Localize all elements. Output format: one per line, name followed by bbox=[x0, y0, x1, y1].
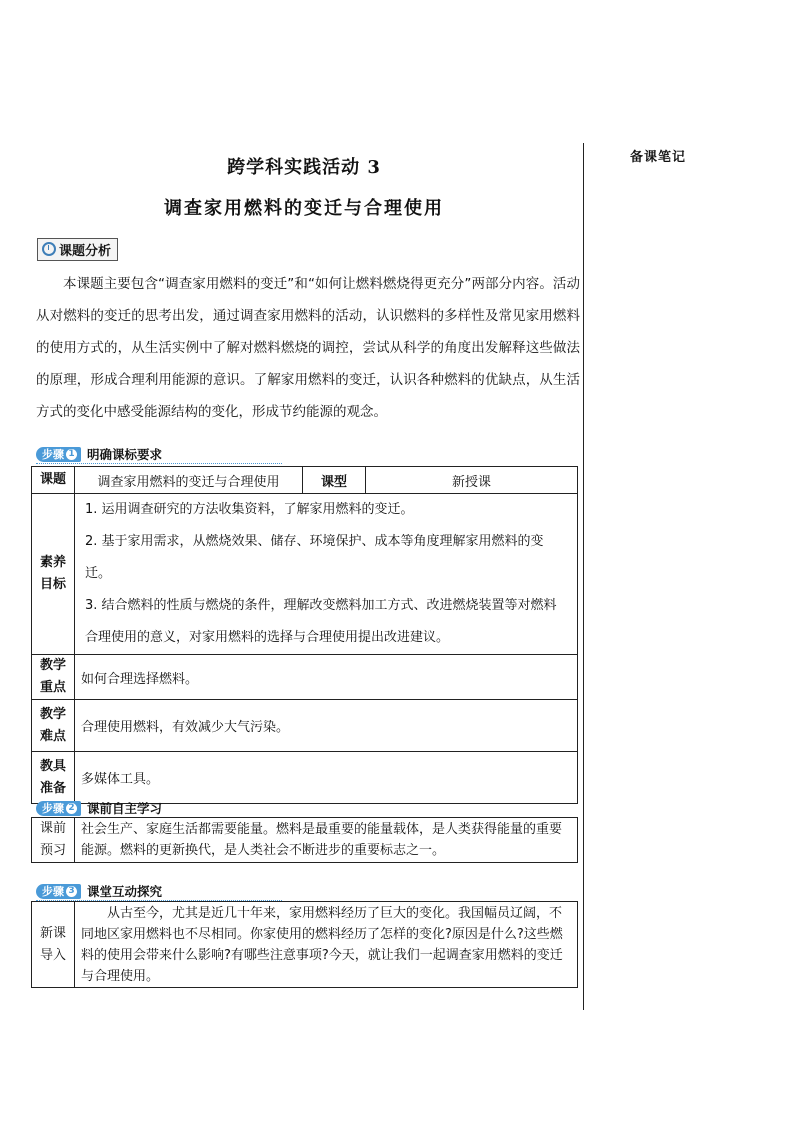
intro-label bbox=[32, 902, 75, 988]
difficulty-value: 合理使用燃料，有效减少大气污染。 bbox=[75, 700, 578, 752]
preview-label-line1: 课前 bbox=[39, 821, 66, 836]
topic-value: 调查家用燃料的变迁与合理使用 bbox=[75, 467, 303, 494]
goals-label-line2: 目标 bbox=[39, 577, 66, 592]
page-subtitle: 调查家用燃料的变迁与合理使用 bbox=[164, 198, 444, 219]
key-point-row bbox=[32, 655, 578, 700]
step2-table bbox=[31, 817, 578, 863]
type-value: 新授课 bbox=[366, 467, 578, 494]
key-point-label bbox=[32, 655, 75, 700]
preview-label-line2: 预习 bbox=[39, 843, 66, 858]
tools-value: 多媒体工具。 bbox=[75, 752, 578, 804]
analysis-heading bbox=[37, 238, 118, 260]
goal-item: 2. 基于家用需求，从燃烧效果、储存、环境保护、成本等角度理解家用燃料的变迁。 bbox=[85, 534, 544, 581]
notes-column-divider bbox=[583, 143, 584, 1010]
topic-label: 课题 bbox=[32, 467, 75, 494]
goals-row bbox=[32, 494, 578, 655]
intro-text: 从古至今，尤其是近几十年来，家用燃料经历了巨大的变化。我国幅员辽阔，不同地区家用燃料也不尽相同。你家使用的燃料经历了怎样的变化?原因是什么?这些燃料的使用会带来什么影响?有哪些注意事项?今天，就让我们一起调查家用燃料的变迁与合理使用。 bbox=[75, 902, 578, 988]
tools-label-line2: 准备 bbox=[39, 780, 66, 796]
difficulty-label-line1: 教学 bbox=[39, 706, 66, 722]
tools-label-line1: 教具 bbox=[39, 758, 66, 774]
page-title: 跨学科实践活动 3 bbox=[227, 157, 381, 178]
analysis-badge bbox=[37, 238, 118, 261]
key-point-value: 如何合理选择燃料。 bbox=[75, 655, 578, 700]
analysis-paragraph bbox=[36, 268, 580, 428]
key-point-label-line2: 重点 bbox=[39, 680, 66, 695]
intro-row bbox=[32, 902, 578, 988]
goal-item: 1. 运用调查研究的方法收集资料，了解家用燃料的变迁。 bbox=[85, 502, 414, 517]
preview-row bbox=[32, 818, 578, 863]
analysis-text: 本课题主要包含“调查家用燃料的变迁”和“如何让燃料燃烧得更充分”两部分内容。活动从对燃料的变迁的思考出发，通过调查家用燃料的活动，认识燃料的多样性及常见家用燃料的使用方式的，从生活实例中了解对燃料燃烧的调控，尝试从科学的角度出发解释这些做法的原理，形成合理利用能源的意识。了解家用燃料的变迁，认识各种燃料的优缺点，从生活方式的变化中感受能源结构的变化，形成节约能源的观念。 bbox=[36, 276, 580, 420]
goals-label-line1: 素养 bbox=[39, 555, 66, 570]
step1-number: 1 bbox=[66, 449, 77, 460]
step1-underline bbox=[36, 463, 282, 464]
analysis-heading-label: 课题分析 bbox=[59, 243, 112, 259]
step3-badge-label: 步骤 bbox=[42, 885, 64, 898]
difficulty-label-line2: 难点 bbox=[39, 728, 66, 744]
goals-list bbox=[75, 494, 578, 655]
goals-label bbox=[32, 494, 75, 655]
step1-badge-label: 步骤 bbox=[42, 448, 64, 461]
goal-item: 3. 结合燃料的性质与燃烧的条件，理解改变燃料加工方式、改进燃烧装置等对燃料合理使用的意义，对家用燃料的选择与合理使用提出改进建议。 bbox=[85, 598, 557, 645]
tools-row bbox=[32, 752, 578, 804]
step3-number: 3 bbox=[66, 886, 77, 897]
step3-badge bbox=[36, 884, 81, 899]
type-label: 课型 bbox=[303, 467, 366, 494]
intro-label-line1: 新课 bbox=[39, 925, 66, 941]
step3-table bbox=[31, 901, 578, 988]
step2-badge-label: 步骤 bbox=[42, 802, 64, 815]
preview-label bbox=[32, 818, 75, 863]
preview-text: 社会生产、家庭生活都需要能量。燃料是最重要的能量载体，是人类获得能量的重要能源。燃料的更新换代，是人类社会不断进步的重要标志之一。 bbox=[75, 818, 578, 863]
step1-heading bbox=[36, 446, 162, 462]
step2-badge bbox=[36, 801, 81, 816]
step1-title: 明确课标要求 bbox=[87, 447, 163, 462]
difficulty-row bbox=[32, 700, 578, 752]
step2-number: 2 bbox=[66, 803, 77, 814]
step2-title: 课前自主学习 bbox=[87, 801, 163, 816]
step3-heading bbox=[36, 883, 162, 899]
intro-label-line2: 导入 bbox=[39, 947, 66, 963]
difficulty-label bbox=[32, 700, 75, 752]
prep-notes-label: 备课笔记 bbox=[630, 150, 687, 165]
clock-icon bbox=[42, 242, 56, 256]
step1-badge bbox=[36, 447, 81, 462]
step2-heading bbox=[36, 800, 162, 816]
topic-row bbox=[32, 467, 578, 494]
step3-title: 课堂互动探究 bbox=[87, 884, 163, 899]
step1-table bbox=[31, 466, 578, 804]
key-point-label-line1: 教学 bbox=[39, 658, 66, 673]
tools-label bbox=[32, 752, 75, 804]
